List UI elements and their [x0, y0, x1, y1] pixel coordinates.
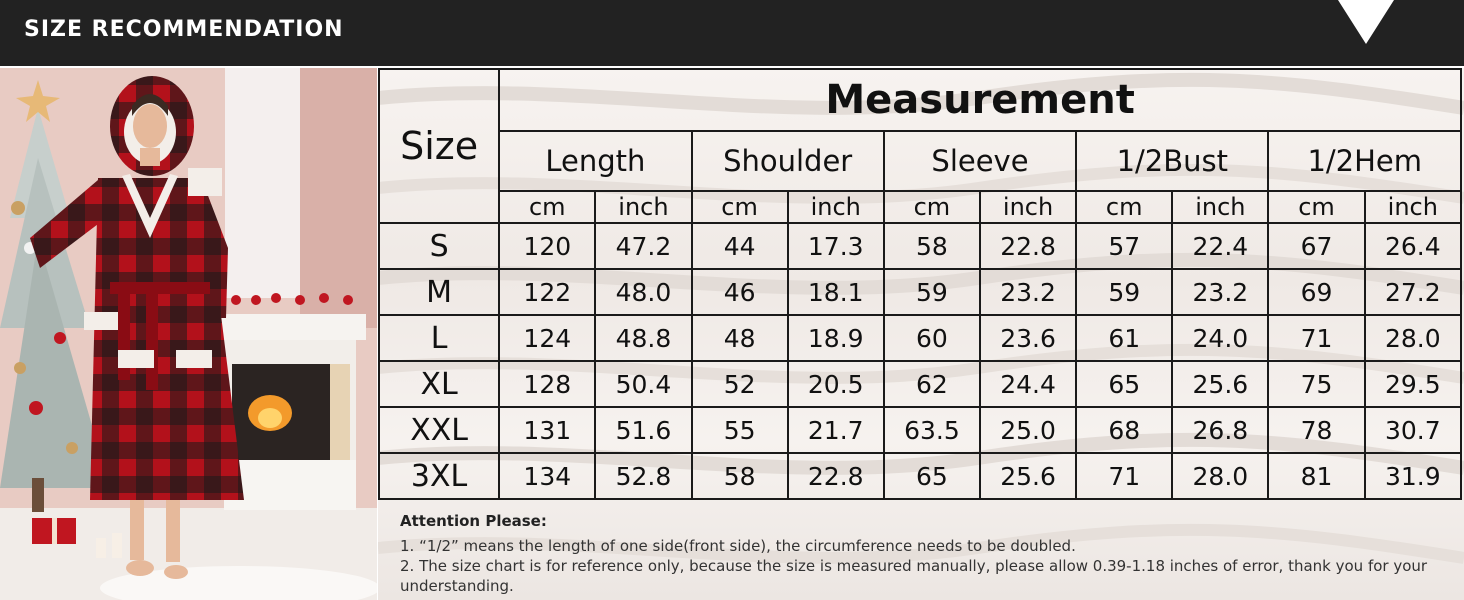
unit-inch: inch	[595, 191, 691, 223]
col-header-sleeve: Sleeve	[884, 131, 1076, 191]
robe-model-illustration	[0, 68, 377, 600]
value-cell: 28.0	[1365, 315, 1461, 361]
value-cell: 52.8	[595, 453, 691, 499]
value-cell: 65	[884, 453, 980, 499]
value-cell: 18.1	[788, 269, 884, 315]
value-cell: 26.8	[1172, 407, 1268, 453]
value-cell: 48.0	[595, 269, 691, 315]
value-cell: 59	[884, 269, 980, 315]
size-cell: XXL	[379, 407, 499, 453]
value-cell: 22.8	[980, 223, 1076, 269]
value-cell: 124	[499, 315, 595, 361]
chevron-down-icon	[1338, 0, 1394, 44]
value-cell: 63.5	[884, 407, 980, 453]
table-row	[379, 223, 1461, 269]
value-cell: 122	[499, 269, 595, 315]
value-cell: 128	[499, 361, 595, 407]
col-header-length: Length	[499, 131, 691, 191]
value-cell: 81	[1268, 453, 1364, 499]
value-cell: 27.2	[1365, 269, 1461, 315]
value-cell: 57	[1076, 223, 1172, 269]
note-line: 2. The size chart is for reference only, because the size is measured manually, please allow 0.39-1.18 inches of error, thank you for your	[400, 557, 1428, 575]
value-cell: 50.4	[595, 361, 691, 407]
unit-cm: cm	[1268, 191, 1364, 223]
value-cell: 17.3	[788, 223, 884, 269]
value-cell: 25.6	[1172, 361, 1268, 407]
value-cell: 65	[1076, 361, 1172, 407]
value-cell: 20.5	[788, 361, 884, 407]
value-cell: 134	[499, 453, 595, 499]
value-cell: 25.6	[980, 453, 1076, 499]
unit-cm: cm	[499, 191, 595, 223]
value-cell: 23.6	[980, 315, 1076, 361]
fireplace-mantel	[214, 314, 366, 340]
value-cell: 30.7	[1365, 407, 1461, 453]
product-photo	[0, 68, 377, 600]
value-cell: 24.0	[1172, 315, 1268, 361]
value-cell: 58	[884, 223, 980, 269]
value-cell: 61	[1076, 315, 1172, 361]
value-cell: 23.2	[1172, 269, 1268, 315]
value-cell: 59	[1076, 269, 1172, 315]
size-chart	[378, 68, 1464, 600]
size-header: Size	[379, 69, 499, 223]
table-row	[379, 361, 1461, 407]
value-cell: 47.2	[595, 223, 691, 269]
unit-inch: inch	[1172, 191, 1268, 223]
value-cell: 55	[692, 407, 788, 453]
value-cell: 24.4	[980, 361, 1076, 407]
value-cell: 22.8	[788, 453, 884, 499]
value-cell: 23.2	[980, 269, 1076, 315]
col-header-shoulder: Shoulder	[692, 131, 884, 191]
value-cell: 68	[1076, 407, 1172, 453]
value-cell: 46	[692, 269, 788, 315]
value-cell: 71	[1076, 453, 1172, 499]
value-cell: 75	[1268, 361, 1364, 407]
value-cell: 48	[692, 315, 788, 361]
value-cell: 21.7	[788, 407, 884, 453]
value-cell: 67	[1268, 223, 1364, 269]
value-cell: 69	[1268, 269, 1364, 315]
header-bar	[0, 0, 1464, 66]
table-row	[379, 407, 1461, 453]
header-title: SIZE RECOMMENDATION	[24, 17, 344, 42]
table-row	[379, 315, 1461, 361]
value-cell: 48.8	[595, 315, 691, 361]
value-cell: 71	[1268, 315, 1364, 361]
unit-inch: inch	[980, 191, 1076, 223]
size-cell: 3XL	[379, 453, 499, 499]
value-cell: 62	[884, 361, 980, 407]
value-cell: 44	[692, 223, 788, 269]
value-cell: 131	[499, 407, 595, 453]
col-header-hem: 1/2Hem	[1268, 131, 1461, 191]
value-cell: 52	[692, 361, 788, 407]
col-header-bust: 1/2Bust	[1076, 131, 1268, 191]
measurement-header: Measurement	[499, 69, 1461, 131]
size-cell: XL	[379, 361, 499, 407]
value-cell: 18.9	[788, 315, 884, 361]
unit-inch: inch	[1365, 191, 1461, 223]
size-table	[378, 68, 1462, 500]
value-cell: 28.0	[1172, 453, 1268, 499]
value-cell: 58	[692, 453, 788, 499]
value-cell: 22.4	[1172, 223, 1268, 269]
note-line: understanding.	[400, 577, 514, 595]
value-cell: 31.9	[1365, 453, 1461, 499]
value-cell: 26.4	[1365, 223, 1461, 269]
table-row	[379, 453, 1461, 499]
size-cell: M	[379, 269, 499, 315]
notes-title: Attention Please:	[400, 512, 547, 530]
attention-notes	[400, 512, 1450, 596]
value-cell: 60	[884, 315, 980, 361]
value-cell: 120	[499, 223, 595, 269]
table-row	[379, 269, 1461, 315]
size-cell: L	[379, 315, 499, 361]
value-cell: 25.0	[980, 407, 1076, 453]
unit-cm: cm	[884, 191, 980, 223]
unit-inch: inch	[788, 191, 884, 223]
unit-cm: cm	[1076, 191, 1172, 223]
size-cell: S	[379, 223, 499, 269]
value-cell: 29.5	[1365, 361, 1461, 407]
value-cell: 51.6	[595, 407, 691, 453]
unit-cm: cm	[692, 191, 788, 223]
note-line: 1. “1/2” means the length of one side(front side), the circumference needs to be doubled.	[400, 537, 1076, 555]
value-cell: 78	[1268, 407, 1364, 453]
